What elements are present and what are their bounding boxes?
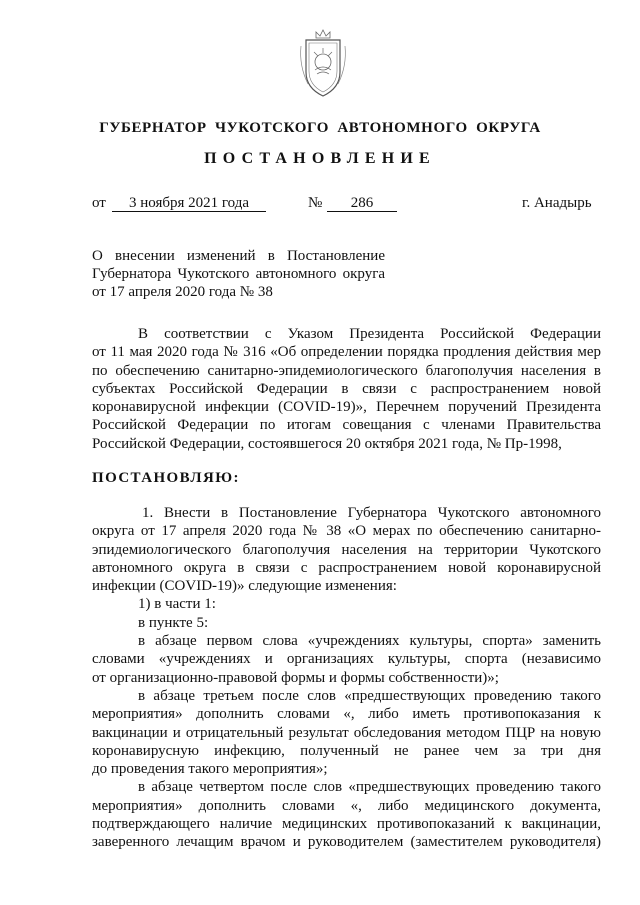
document-type: ПОСТАНОВЛЕНИЕ [204,150,436,167]
preamble-line: по обеспечению санитарно-эпидемиологического благополучия населения в [92,362,601,379]
item-line: коронавирусную инфекцию, полученный не ранее чем за три дня [92,742,601,759]
city: г. Анадырь [522,195,592,211]
item-line: автономного округа в связи с распространением новой коронавирусной [92,559,601,576]
preamble-line: Российской Федерации, состоявшегося 20 октября 2021 года, № Пр-1998, [92,435,562,452]
item-line: 1. Внести в Постановление Губернатора Чукотского автономного [142,505,601,521]
preamble-line: коронавирусной инфекции (COVID-19)», Перечнем поручений Президента [92,399,601,416]
authority-title: ГУБЕРНАТОР ЧУКОТСКОГО АВТОНОМНОГО ОКРУГА [99,120,541,136]
subject-line: О внесении изменений в Постановление [92,248,385,264]
item-line: вакцинации и отрицательный результат обследования методом ПЦР на новую [92,724,601,741]
item-line: от организационно-правовой формы и формы собственности)»; [92,669,499,686]
item-line: в пункте 5: [138,614,209,631]
document-number: 286 [327,196,397,212]
document-date: 3 ноября 2021 года [112,196,266,212]
subject-line: Губернатора Чукотского автономного округа [92,266,385,282]
item-line: в абзаце первом слова «учреждениях культуры, спорта» заменить [138,633,601,650]
item-line: в абзаце четвертом после слов «предшествующих проведению такого [138,779,601,796]
item-line: мероприятия» дополнить словами «, либо иметь противопоказания к [92,706,601,723]
document-subject [92,247,385,301]
preamble [92,325,601,453]
preamble-line: субъектах Российской Федерации в связи с распространением новой [92,380,601,397]
date-prefix: от [92,195,106,211]
item-line: округа от 17 апреля 2020 года № 38 «О мерах по обеспечению санитарно- [92,523,601,540]
item-line: словами «учреждениях и организациях культуры, спорта (независимо [92,651,601,668]
preamble-line: Российской Федерации по итогам совещания с членами Правительства [92,417,601,434]
item-line: 1) в части 1: [138,596,216,613]
item-line: до проведения такого мероприятия»; [92,761,328,778]
coat-of-arms-icon [298,26,348,100]
item-line: мероприятия» дополнить словами «, либо медицинского документа, [92,797,601,814]
number-sign: № [308,195,323,211]
preamble-line: от 11 мая 2020 года № 316 «Об определении порядка продления действия мер [92,344,601,361]
item-line: эпидемиологического благополучия населения на территории Чукотского [92,541,601,558]
item-line: подтверждающего наличие медицинских противопоказаний к вакцинации, [92,816,601,833]
preamble-line: В соответствии с Указом Президента Российской Федерации [138,326,601,342]
subject-line: от 17 апреля 2020 года № 38 [92,284,273,300]
item-line: в абзаце третьем после слов «предшествующих проведению такого [138,687,601,704]
resolution-body [92,504,601,852]
item-line: заверенного лечащим врачом и руководителем (заместителем руководителя) [92,834,601,851]
decree-heading: ПОСТАНОВЛЯЮ: [92,470,240,486]
item-line: инфекции (COVID-19)» следующие изменения: [92,578,397,595]
